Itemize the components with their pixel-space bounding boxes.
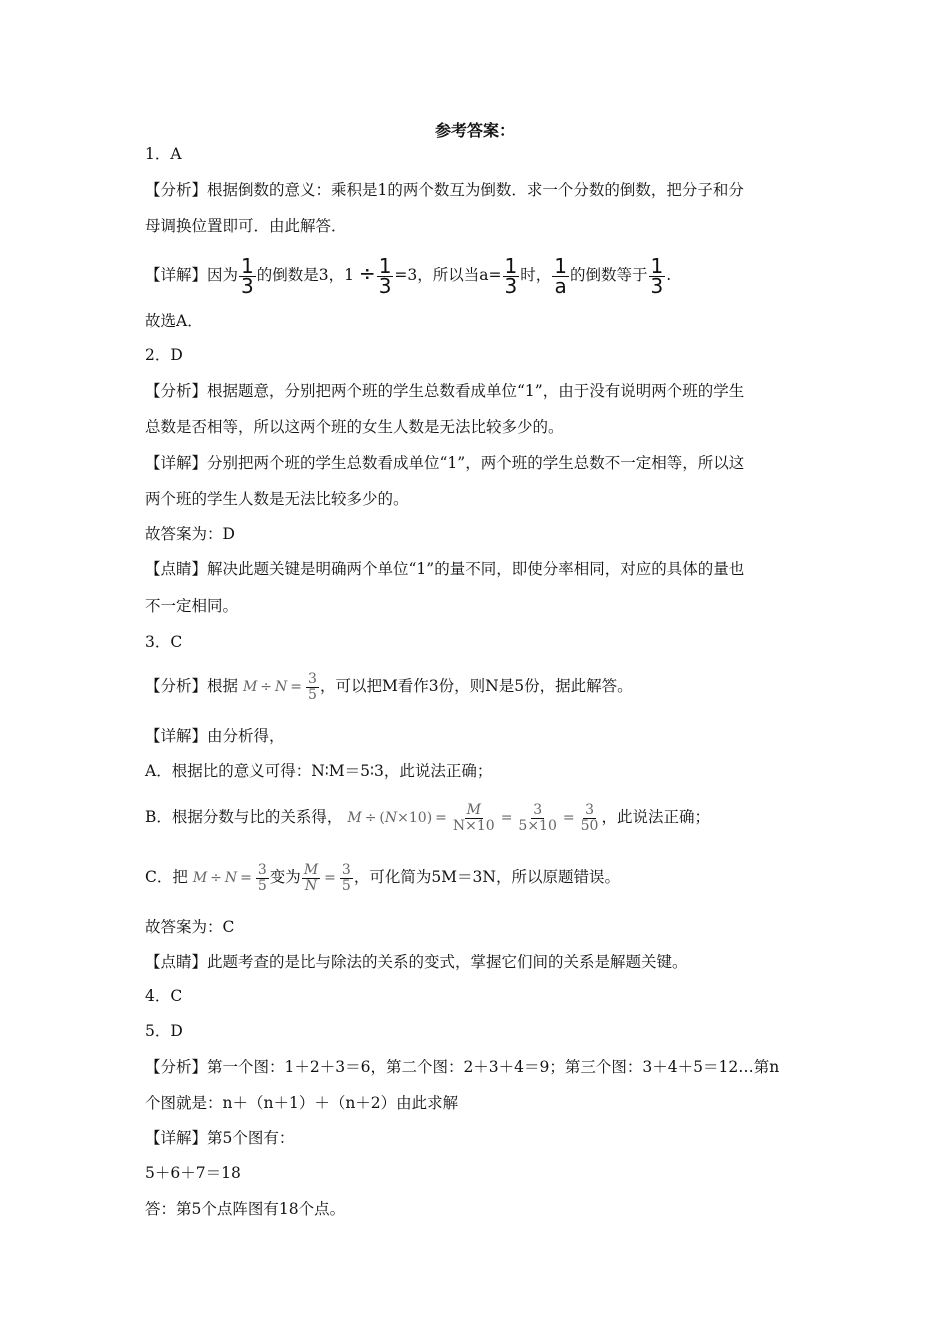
q2-head: 2．D: [145, 346, 183, 364]
q3-option-c: C．把 M ÷ N = $\frac{3}{5}$ 变为 $\frac{M}{N}$ = $\frac{3}{5}$ ，可化简为5M＝3N，所以原题错误。: [145, 854, 620, 901]
q5-analysis-2: 个图就是：n＋（n＋1）＋（n＋2）由此求解: [145, 1094, 459, 1112]
q1-analysis: 【分析】根据倒数的意义：乘积是1的两个数互为倒数．求一个分数的倒数，把分子和分: [145, 181, 744, 199]
fraction-one-third: $\frac{1}{3}$: [378, 253, 392, 298]
q2-detail-2: 两个班的学生人数是无法比较多少的。: [145, 490, 409, 508]
q5-analysis: 【分析】第一个图：1＋2＋3＝6，第二个图：2＋3＋4＝9；第三个图：3＋4＋5＝12…第n: [145, 1058, 780, 1076]
q1-conclusion: 故选A．: [145, 312, 203, 330]
q2-point-2: 不一定相同。: [145, 597, 239, 615]
q2-analysis-2: 总数是否相等，所以这两个班的女生人数是无法比较多少的。: [145, 418, 564, 436]
q1-head: 1．A: [145, 145, 182, 163]
q3-point: 【点睛】此题考查的是比与除法的关系的变式，掌握它们间的关系是解题关键。: [145, 953, 688, 971]
q2-point: 【点睛】解决此题关键是明确两个单位“1”的量不同，即使分率相同，对应的具体的量也: [145, 560, 745, 578]
q1-detail: 【详解】因为 $\frac{1}{3}$ 的倒数是3，1 ÷ $\frac{1}{3}$ =3，所以当a= $\frac{1}{3}$ 时， $\frac{1}{a}$ 的倒数等于 $\frac{1}{3}$ .: [145, 253, 672, 298]
division-sign: ÷: [358, 261, 376, 285]
page-title: 参考答案：: [434, 121, 515, 140]
fraction-one-over-a: $\frac{1}{a}$: [554, 253, 567, 298]
fraction-one-third: $\frac{1}{3}$: [241, 253, 254, 298]
formula-option-b: M ÷ ( N ×10 ) = $\frac{M}{N\times 10}$ = $\frac{3}{5\times 10}$ = $\frac{3}{50}$: [347, 801, 599, 834]
q5-calc: 5＋6＋7＝18: [145, 1164, 241, 1182]
formula-m-div-n: M ÷ N = $\frac{3}{5}$: [192, 861, 267, 894]
formula-m-over-n: $\frac{M}{N}$ = $\frac{3}{5}$: [303, 861, 351, 894]
q3-analysis: 【分析】根据 M ÷ N = $\frac{3}{5}$ ，可以把M看作3份，则N是5份，据此解答。: [145, 664, 633, 709]
q4-head: 4．C: [145, 987, 183, 1005]
q3-answer: 故答案为：C: [145, 918, 235, 936]
q3-option-a: A．根据比的意义可得：N∶M＝5∶3，此说法正确；: [145, 762, 493, 780]
fraction-one-third: $\frac{1}{3}$: [650, 253, 664, 298]
q2-answer: 故答案为：D: [145, 525, 235, 543]
formula-m-div-n: M ÷ N = $\frac{3}{5}$: [242, 670, 317, 703]
q5-answer: 答：第5个点阵图有18个点。: [145, 1200, 346, 1218]
q5-head: 5．D: [145, 1022, 183, 1040]
q3-head: 3．C: [145, 633, 183, 651]
q1-analysis-2: 母调换位置即可．由此解答．: [145, 217, 347, 235]
q2-detail: 【详解】分别把两个班的学生总数看成单位“1”，两个班的学生总数不一定相等，所以这: [145, 454, 745, 472]
q5-detail: 【详解】第5个图有：: [145, 1129, 295, 1147]
q3-option-b: B．根据分数与比的关系得， M ÷ ( N ×10 ) = $\frac{M}{N\times 10}$ = $\frac{3}{5\times 10}$ = $\frac{3}{50}$ ，此说法正确；: [145, 794, 710, 841]
q3-detail: 【详解】由分析得，: [145, 727, 285, 745]
fraction-one-third: $\frac{1}{3}$: [504, 253, 518, 298]
q2-analysis: 【分析】根据题意，分别把两个班的学生总数看成单位“1”，由于没有说明两个班的学生: [145, 382, 745, 400]
